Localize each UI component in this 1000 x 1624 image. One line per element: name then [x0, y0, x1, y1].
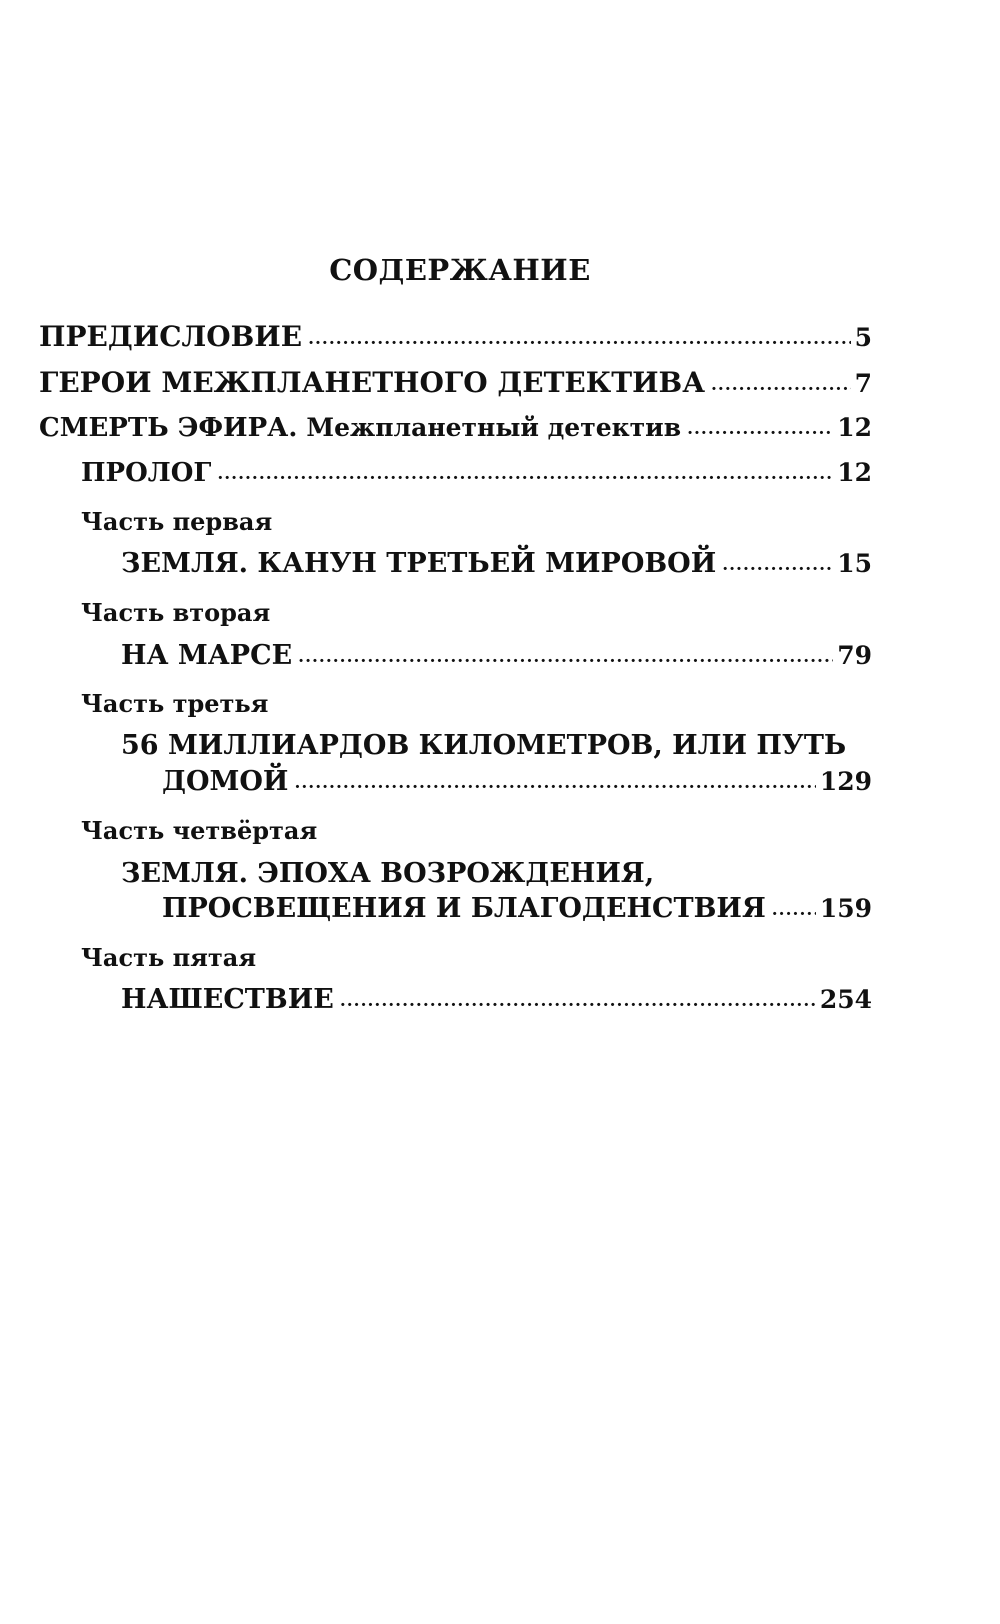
toc-entry-part2[interactable]	[121, 640, 872, 671]
toc-entry-page: 12	[837, 413, 872, 442]
part-label-3: Часть третья	[81, 689, 269, 718]
toc-entry-title: НА МАРСЕ	[121, 640, 293, 671]
toc-entry-part3-title-line1[interactable]: 56 МИЛЛИАРДОВ КИЛОМЕТРОВ, ИЛИ ПУТЬ	[121, 730, 847, 761]
dot-leader	[294, 773, 815, 793]
toc-entry-page: 129	[819, 767, 872, 796]
dot-leader	[308, 329, 851, 349]
dot-leader	[772, 900, 816, 920]
dot-leader	[687, 419, 833, 439]
toc-entry-title: ПРЕДИСЛОВИЕ	[39, 320, 303, 353]
toc-entry-title: ПРОСВЕЩЕНИЯ И БЛАГОДЕНСТВИЯ	[162, 893, 766, 924]
toc-entry-title: ДОМОЙ	[162, 766, 289, 797]
toc-entry-page: 254	[819, 985, 872, 1014]
toc-entry-part4-title-line1[interactable]: ЗЕМЛЯ. ЭПОХА ВОЗРОЖДЕНИЯ,	[121, 858, 655, 889]
dot-leader	[340, 991, 816, 1011]
part-label-5: Часть пятая	[81, 943, 257, 972]
toc-entry-subtitle: Межпланетный детектив	[306, 413, 682, 442]
toc-entry-page: 15	[837, 549, 872, 578]
part-label-4: Часть четвёртая	[81, 816, 318, 845]
toc-entry-title: ПРОЛОГ	[81, 458, 212, 488]
toc-entry-preface[interactable]	[39, 320, 872, 353]
toc-entry-prologue[interactable]	[81, 458, 872, 488]
toc-entry-title: ЗЕМЛЯ. КАНУН ТРЕТЬЕЙ МИРОВОЙ	[121, 548, 717, 579]
dot-leader	[711, 375, 851, 395]
toc-entry-page: 159	[819, 894, 872, 923]
toc-entry-part5[interactable]	[121, 984, 872, 1015]
toc-entry-part3[interactable]	[162, 766, 872, 797]
toc-entry-death-of-ether[interactable]	[39, 413, 872, 443]
toc-heading: СОДЕРЖАНИЕ	[329, 253, 591, 287]
toc-entry-title: ГЕРОИ МЕЖПЛАНЕТНОГО ДЕТЕКТИВА	[39, 366, 705, 399]
toc-entry-page: 79	[837, 641, 872, 670]
toc-entry-page: 5	[854, 323, 872, 352]
dot-leader	[722, 555, 833, 575]
toc-entry-title: НАШЕСТВИЕ	[121, 984, 334, 1015]
toc-entry-page: 7	[854, 369, 872, 398]
part-label-1: Часть первая	[81, 507, 273, 536]
toc-entry-page: 12	[837, 458, 872, 487]
toc-entry-heroes[interactable]	[39, 366, 872, 399]
part-label-2: Часть вторая	[81, 598, 271, 627]
toc-entry-part1[interactable]	[121, 548, 872, 579]
dot-leader	[217, 464, 833, 484]
dot-leader	[298, 647, 833, 667]
toc-entry-part4[interactable]	[162, 893, 872, 924]
toc-entry-title: СМЕРТЬ ЭФИРА.	[39, 413, 298, 443]
